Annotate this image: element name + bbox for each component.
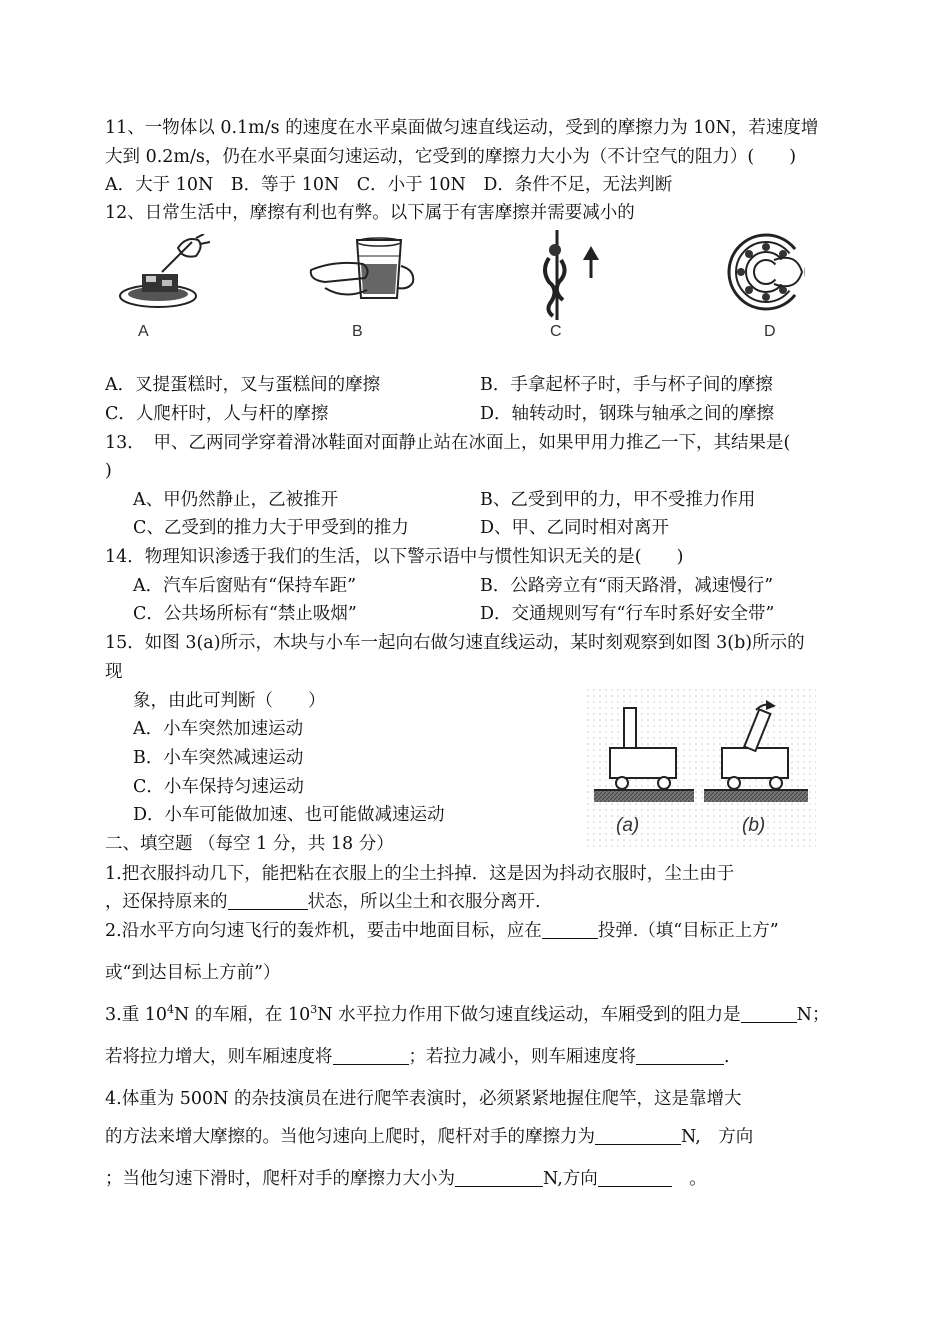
figure-label-d: D [764,323,776,340]
fill3-line1: 3.重 $10^4N$ 的车厢，在 $10^3N$ 水平拉力作用下做匀速直线运动，车厢受到的阻力是 N； [105,1003,830,1025]
cake-fork-figure [112,234,212,316]
q14-stem: 14．物理知识渗透于我们的生活，以下警示语中与惯性知识无关的是( ) [105,547,684,567]
pole-climber-figure [535,230,605,320]
fill2-blank[interactable] [542,920,598,939]
q15-option-a: A．小车突然加速运动 [133,719,304,739]
q12-option-a: A．叉提蛋糕时，叉与蛋糕间的摩擦 [105,375,381,395]
q11-line1: 11、一物体以 0.1m/s 的速度在水平桌面做匀速直线运动，受到的摩擦力为 10N，若速度增 [105,118,819,138]
q13-option-b: B、乙受到甲的力，甲不受推力作用 [480,490,756,510]
section2-title: 二、填空题 （每空 1 分，共 18 分） [105,834,394,854]
q14-option-b: B．公路旁立有“雨天路滑，减速慢行” [480,576,774,596]
figure-label-b: B [352,323,363,340]
q15-line1: 15．如图 3(a)所示，木块与小车一起向右做匀速直线运动，某时刻观察到如图 3(b)所示的 [105,633,805,653]
fill3-decrease-blank[interactable] [636,1046,724,1065]
q11-line2: 大到 0.2m/s，仍在水平桌面匀速运动，它受到的摩擦力大小为（不计空气的阻力）( ) [105,147,797,167]
q15-option-b: B．小车突然减速运动 [133,748,304,768]
fill1-line1: 1.把衣服抖动几下，能把粘在衣服上的尘土抖掉．这是因为抖动衣服时，尘土由于 [105,864,735,884]
q12-option-d: D．轴转动时，钢珠与轴承之间的摩擦 [480,404,775,424]
fill1-blank[interactable] [228,891,308,910]
figure-label-c: C [550,323,562,340]
q14-option-a: A．汽车后窗贴有“保持车距” [133,576,357,596]
fill4-up-force-blank[interactable] [595,1126,681,1145]
q13-option-c: C、乙受到的推力大于甲受到的推力 [133,518,409,538]
q13-line1: 13． 甲、乙两同学穿着滑冰鞋面对面静止站在冰面上，如果甲用力推乙一下，其结果是( [105,433,791,453]
figure-label-a: A [138,323,149,340]
fill4-line2: 的方法来增大摩擦的。当他匀速向上爬时，爬杆对手的摩擦力为 N, 方向 [105,1127,754,1147]
fill2-line2: 或“到达目标上方前”） [105,963,281,983]
fill4-line3: ；当他匀速下滑时，爬杆对手的摩擦力大小为 N,方向 。 [105,1169,707,1189]
fill2-line1: 2.沿水平方向匀速飞行的轰炸机，要击中地面目标，应在 投弹.（填“目标正上方” [105,921,779,941]
fill4-direction-blank[interactable] [598,1168,672,1187]
fill3-increase-blank[interactable] [333,1046,409,1065]
q13-line2: ) [105,461,112,481]
q12-option-c: C．人爬杆时，人与杆的摩擦 [105,404,329,424]
q15-option-d: D．小车可能做加速、也可能做减速运动 [133,805,445,825]
q12-option-b: B．手拿起杯子时，手与杯子间的摩擦 [480,375,773,395]
fill4-line1: 4.体重为 500N 的杂技演员在进行爬竿表演时，必须紧紧地握住爬竿，这是靠增大 [105,1089,742,1109]
q14-option-d: D．交通规则写有“行车时系好安全带” [480,604,775,624]
q15-line3: 象，由此可判断（ ） [133,691,326,711]
fill3-line2: 若将拉力增大，则车厢速度将 ；若拉力减小，则车厢速度将 . [105,1047,730,1067]
fill3-resistance-blank[interactable] [741,1004,797,1023]
q12-stem: 12、日常生活中，摩擦有利也有弊。以下属于有害摩擦并需要减小的 [105,203,635,223]
cup-hand-figure [305,230,435,310]
q11-options: A．大于 10N B．等于 10N C．小于 10N D．条件不足，无法判断 [105,175,673,195]
figure-label-3b: (b) [742,815,766,836]
ball-bearing-figure [726,232,806,312]
fill1-line2: ，还保持原来的 状态，所以尘土和衣服分离开. [105,892,541,912]
q15-line2: 现 [105,662,123,682]
figure-label-3a: (a) [616,815,640,836]
q15-option-c: C．小车保持匀速运动 [133,777,304,797]
q14-option-c: C．公共场所标有“禁止吸烟” [133,604,357,624]
q13-option-a: A、甲仍然静止，乙被推开 [133,490,339,510]
fill4-down-force-blank[interactable] [455,1168,543,1187]
q13-option-d: D、甲、乙同时相对离开 [480,518,670,538]
